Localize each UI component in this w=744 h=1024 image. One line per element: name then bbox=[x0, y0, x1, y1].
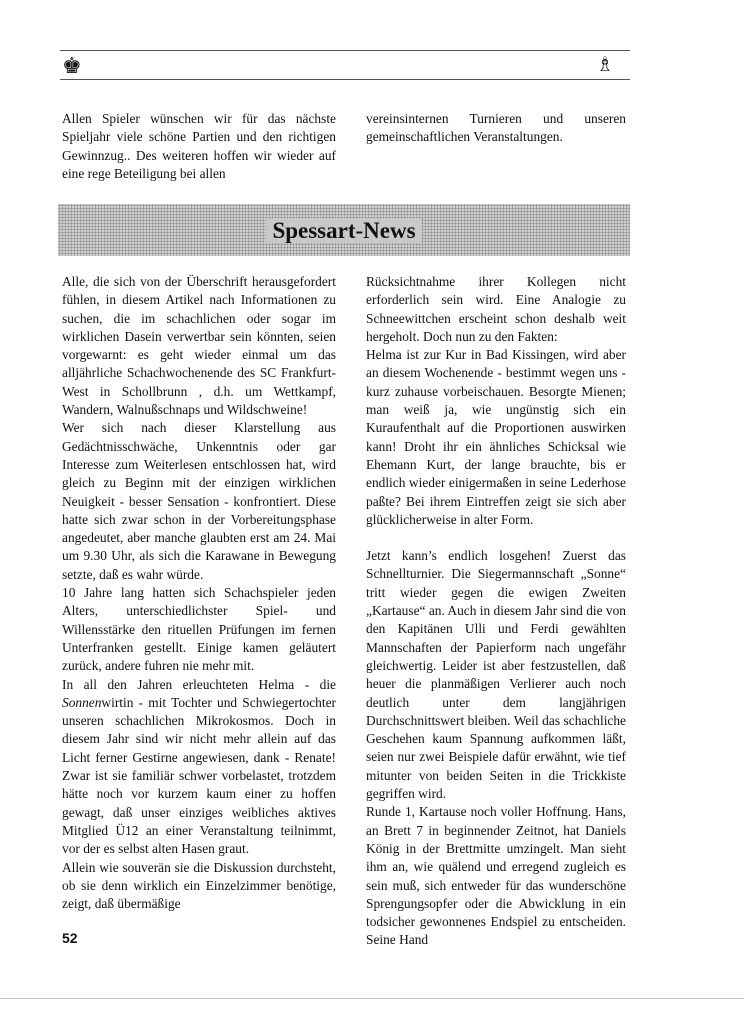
header-top-rule bbox=[60, 50, 630, 51]
intro-right-column bbox=[366, 110, 626, 147]
footer-rule bbox=[0, 998, 744, 999]
chess-king-icon: ♚ bbox=[62, 53, 82, 78]
paragraph: Helma ist zur Kur in Bad Kissingen, wird aber an diesem Wochenende - bestimmt wegen uns - kurz zuhause vorbeischauen. Besorgte Mienen; man weiß ja, wie ungünstig sich ein Kuraufenthalt auf die Proportionen auswirken kann! Droht ihr ein ähnliches Schicksal wie Ehemann Kurt, der lange brauchte, bis er endlich wieder einigermaßen in seine Lederhose paßte? Bei ihrem Eintreffen zeigt sie sich aber glücklicherweise in alter Form. bbox=[366, 347, 626, 527]
header-bottom-rule bbox=[60, 79, 630, 80]
paragraph: In all den Jahren erleuchteten Helma - die Sonnenwirtin - mit Tochter und Schwiegertochter unseren schachlichen Mikrokosmos. Doch in diesem Jahr sind wir nicht mehr allein auf das Licht ferner Gestirne angewiesen, dank - Renate! Zwar ist sie familiär schwer vorbelastet, trotzdem hätte noch vor kurzem kaum einer zu hoffen gewagt, daß unser einziges weibliches aktives Mitglied Ü12 an einer Veranstaltung teilnimmt, vor der es selbst alten Hasen graut. bbox=[62, 676, 336, 857]
section-banner bbox=[58, 204, 630, 256]
paragraph: Wer sich nach dieser Klarstellung aus Gedächtnisschwäche, Unkenntnis oder gar Interesse zum Weiterlesen entschlossen hat, wird gleich zu Beginn mit der einzigen wirklichen Neuigkeit - besser Sensation - konfrontiert. Diese hatte sich zwar schon in der Vorbereitungsphase angedeutet, aber manche glaubten erst am 24. Mai um 9.30 Uhr, als sich die Karawane in Bewegung setzte, daß es wahr würde. bbox=[62, 420, 336, 582]
paragraph: Allein wie souverän sie die Diskussion durchsteht, ob sie denn wirklich ein Einzelzimmer benötige, zeigt, daß übermäßige bbox=[62, 859, 336, 912]
intro-left-text: Allen Spieler wünschen wir für das nächste Spieljahr viele schöne Partien und den richtigen Gewinnzug.. Des weiteren hoffen wir wieder auf eine rege Beteiligung bei allen bbox=[62, 111, 336, 181]
article-left-column bbox=[62, 273, 336, 913]
intro-left-column bbox=[62, 110, 336, 183]
section-title: Spessart-News bbox=[58, 218, 630, 244]
paragraph: Rücksichtnahme ihrer Kollegen nicht erforderlich sein wird. Eine Analogie zu Schneewittchen erscheint schon deshalb weit hergeholt. Doch nun zu den Fakten: bbox=[366, 274, 626, 344]
chess-bishop-icon: ♗ bbox=[596, 54, 614, 76]
intro-right-text: vereinsinternen Turnieren und unseren gemeinschaftlichen Veranstaltungen. bbox=[366, 111, 626, 145]
article-right-column bbox=[366, 273, 626, 950]
page-number: 52 bbox=[62, 930, 78, 946]
paragraph: Runde 1, Kartause noch voller Hoffnung. Hans, an Brett 7 in beginnender Zeitnot, hat Daniels König in der Brettmitte umzingelt. Man sieht ihm an, wie quälend und erregend zugleich es sein muß, sich entweder für das wunderschöne Sprengungsopfer oder die Abwicklung in ein todsicher gewonnenes Endspiel zu entscheiden. Seine Hand bbox=[366, 804, 626, 948]
paragraph: Jetzt kann’s endlich losgehen! Zuerst das Schnellturnier. Die Siegermannschaft „Sonne“ tritt wieder gegen die ewigen Zweiten „Kartause“ an. Auch in diesem Jahr sind die von den Kapitänen Ulli und Ferdi gewählten Mannschaften der Papierform nach ungefähr gleichwertig. Leider ist aber festzustellen, daß heuer die planmäßigen Verlierer auch noch deutlich unter dem langjährigen Durchschnittswert bleiben. Weil das schachliche Geschehen kaum Spannung aufkommen läßt, seien nur zwei Beispiele dafür erwähnt, wie tief mitunter von beiden Seiten in die Trickkiste gegriffen wird. bbox=[366, 548, 626, 802]
paragraph: Alle, die sich von der Überschrift herausgefordert fühlen, in diesem Artikel nach Informationen zu suchen, die im schachlichen oder sogar im wirklichen Dasein verwertbar sein könnten, seien vorgewarnt: es geht wieder einmal um das alljährliche Schachwochenende des SC Frankfurt-West in Schollbrunn , d.h. um Wettkampf, Wandern, Walnußschnaps und Wildschweine! bbox=[62, 274, 336, 418]
paragraph: 10 Jahre lang hatten sich Schachspieler jeden Alters, unterschiedlichster Spiel- und Willensstärke den rituellen Prüfungen im fernen Unterfranken gestellt. Einige kamen geläutert zurück, andere fuhren nie mehr mit. bbox=[62, 585, 336, 674]
